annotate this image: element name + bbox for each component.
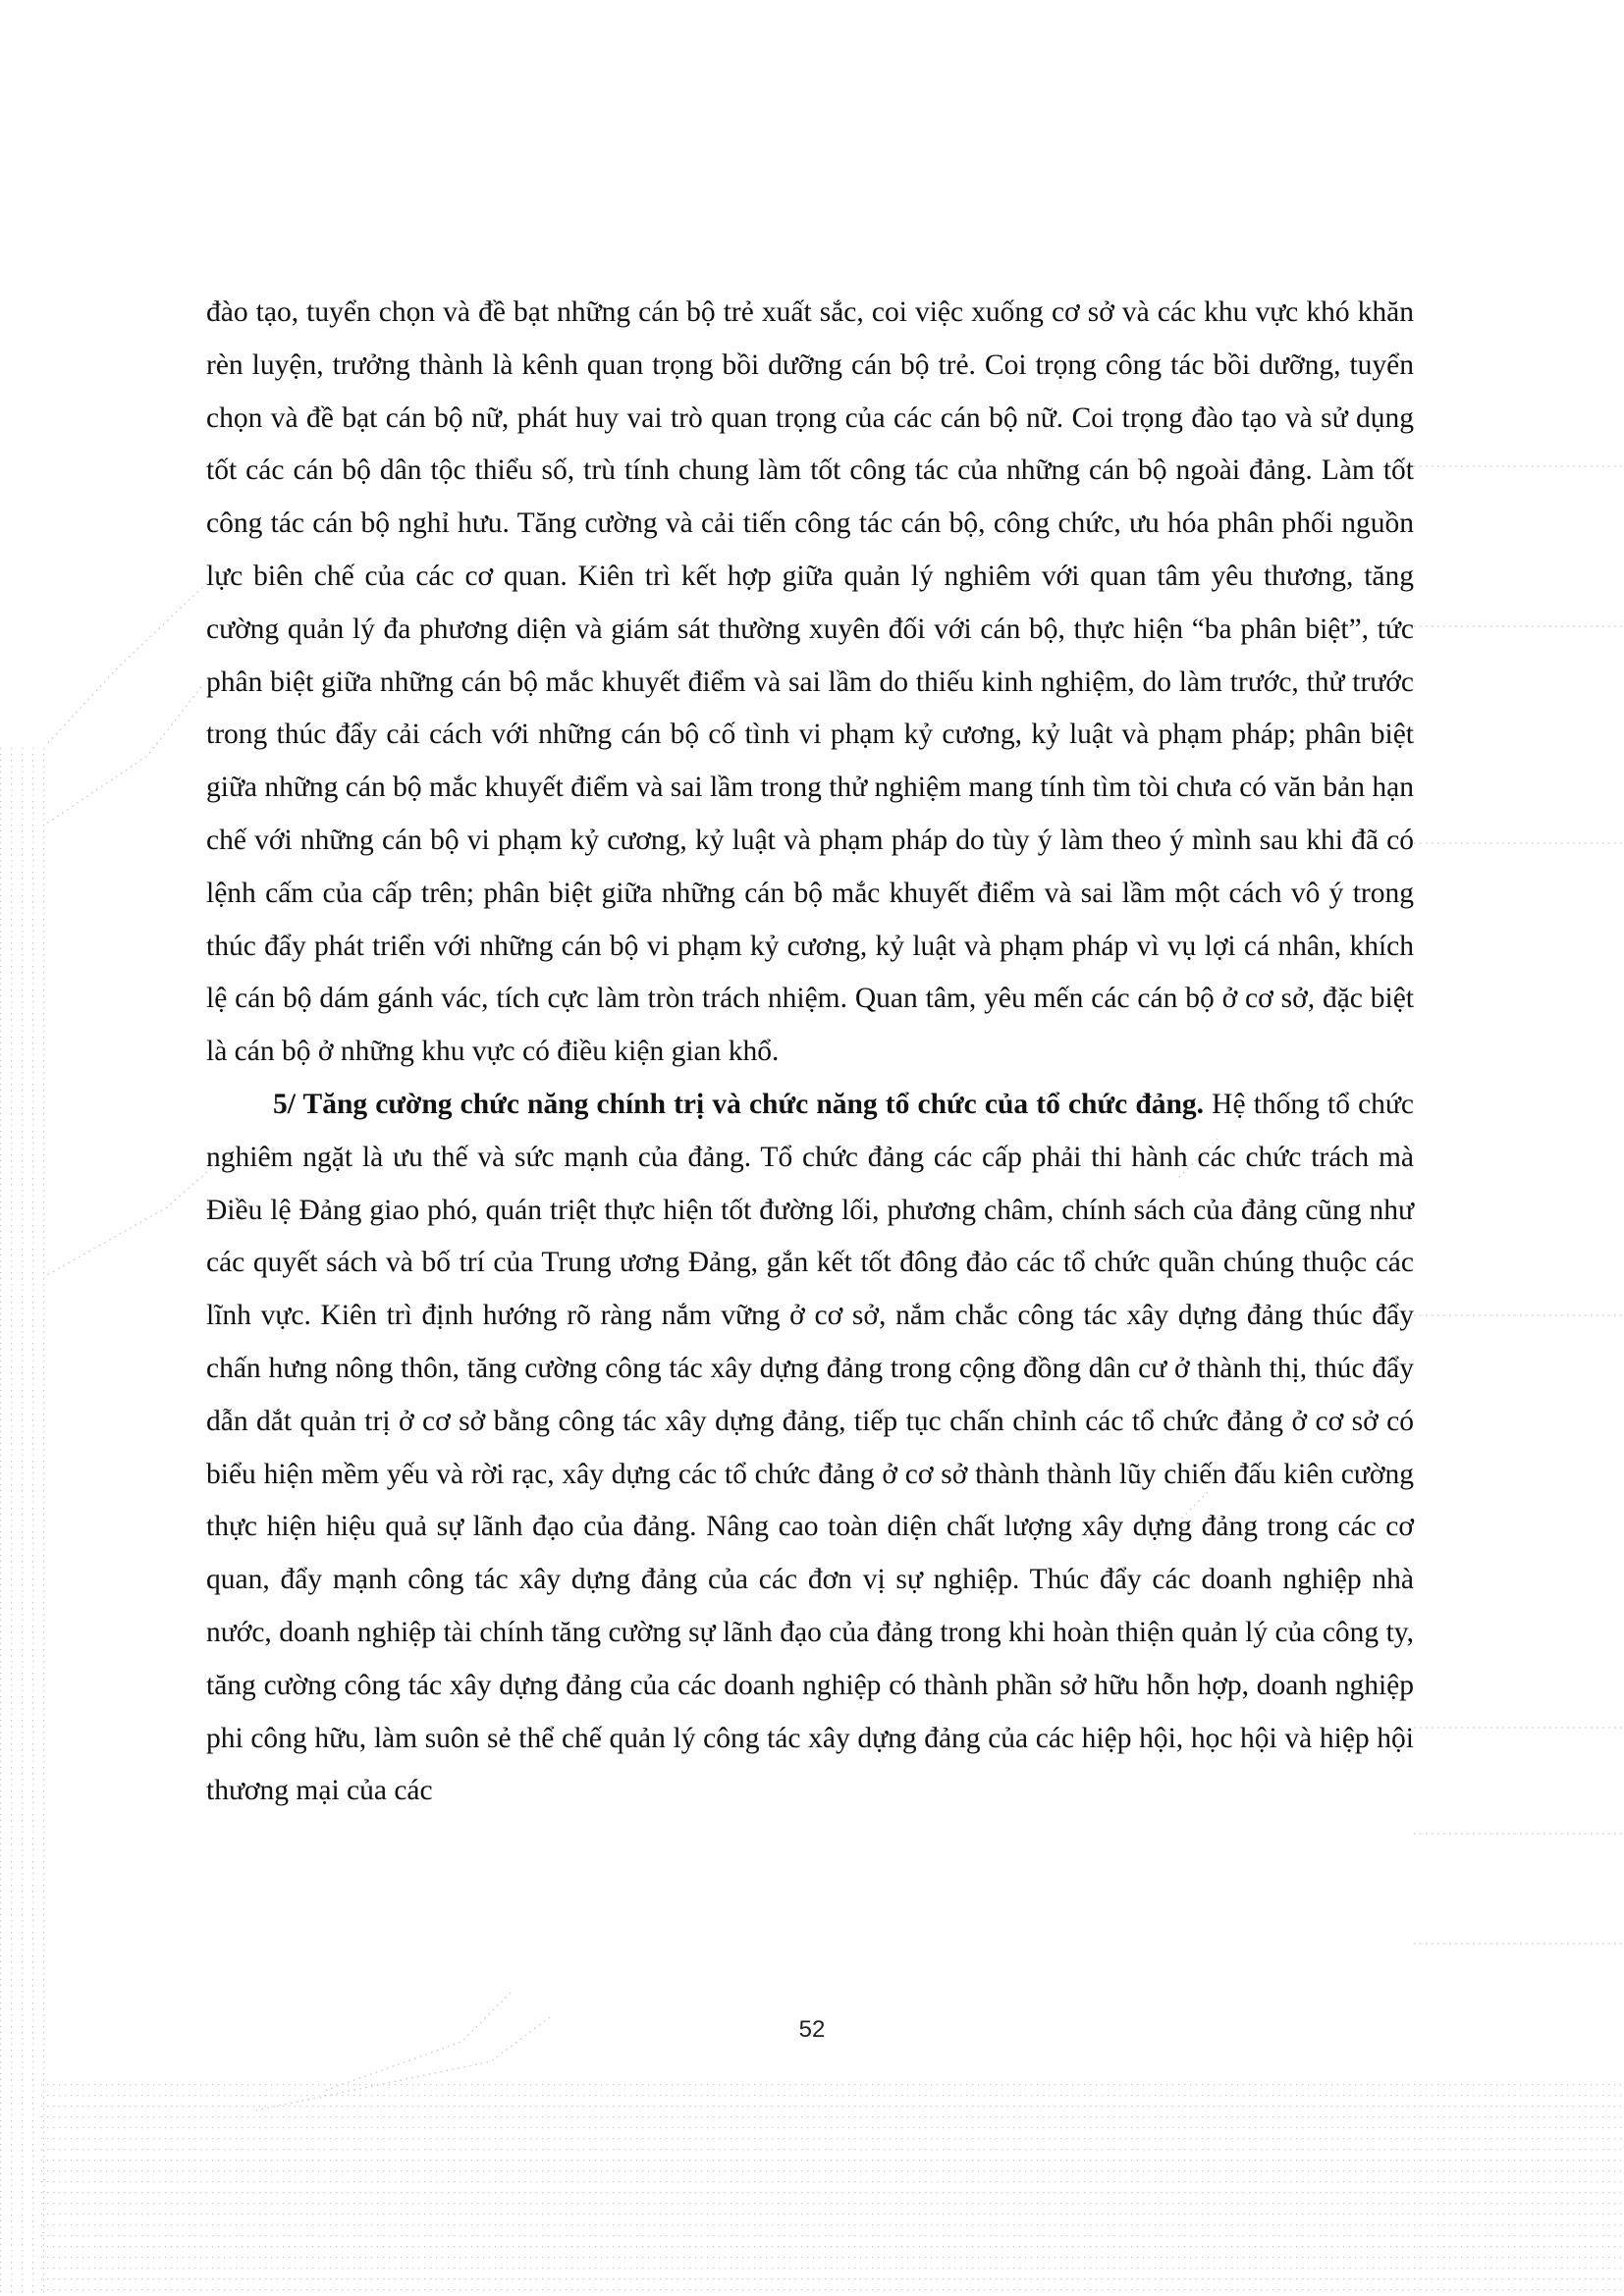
- document-body: [206, 287, 1414, 1818]
- section-heading: 5/ Tăng cường chức năng chính trị và chức năng tổ chức của tổ chức đảng.: [273, 1088, 1205, 1120]
- paragraph-text: Hệ thống tổ chức nghiêm ngặt là ưu thế và sức mạnh của đảng. Tổ chức đảng các cấp phải thi hành các chức trách mà Điều lệ Đảng giao phó, quán triệt thực hiện tốt đường lối, phương châm, chính sách của đảng cũng như các quyết sách và bố trí của Trung ương Đảng, gắn kết tốt đông đảo các tổ chức quần chúng thuộc các lĩnh vực. Kiên trì định hướng rõ ràng nắm vững ở cơ sở, nắm chắc công tác xây dựng đảng thúc đẩy chấn hưng nông thôn, tăng cường công tác xây dựng đảng trong cộng đồng dân cư ở thành thị, thúc đẩy dẫn dắt quản trị ở cơ sở bằng công tác xây dựng đảng, tiếp tục chấn chỉnh các tổ chức đảng ở cơ sở có biểu hiện mềm yếu và rời rạc, xây dựng các tổ chức đảng ở cơ sở thành thành lũy chiến đấu kiên cường thực hiện hiệu quả sự lãnh đạo của đảng. Nâng cao toàn diện chất lượng xây dựng đảng trong các cơ quan, đẩy mạnh công tác xây dựng đảng của các đơn vị sự nghiệp. Thúc đẩy các doanh nghiệp nhà nước, doanh nghiệp tài chính tăng cường sự lãnh đạo của đảng trong khi hoàn thiện quản lý của công ty, tăng cường công tác xây dựng đảng của các doanh nghiệp có thành phần sở hữu hỗn hợp, doanh nghiệp phi công hữu, làm suôn sẻ thể chế quản lý công tác xây dựng đảng của các hiệp hội, học hội và hiệp hội thương mại của các: [206, 1088, 1414, 1807]
- paragraph-cadre-work: [206, 287, 1414, 1079]
- paragraph-text: đào tạo, tuyển chọn và đề bạt những cán bộ trẻ xuất sắc, coi việc xuống cơ sở và các khu vực khó khăn rèn luyện, trưởng thành là kênh quan trọng bồi dưỡng cán bộ trẻ. Coi trọng công tác bồi dưỡng, tuyển chọn và đề bạt cán bộ nữ, phát huy vai trò quan trọng của các cán bộ nữ. Coi trọng đào tạo và sử dụng tốt các cán bộ dân tộc thiểu số, trù tính chung làm tốt công tác của những cán bộ ngoài đảng. Làm tốt công tác cán bộ nghỉ hưu. Tăng cường và cải tiến công tác cán bộ, công chức, ưu hóa phân phối nguồn lực biên chế của các cơ quan. Kiên trì kết hợp giữa quản lý nghiêm với quan tâm yêu thương, tăng cường quản lý đa phương diện và giám sát thường xuyên đối với cán bộ, thực hiện “ba phân biệt”, tức phân biệt giữa những cán bộ mắc khuyết điểm và sai lầm do thiếu kinh nghiệm, do làm trước, thử trước trong thúc đẩy cải cách với những cán bộ cố tình vi phạm kỷ cương, kỷ luật và phạm pháp; phân biệt giữa những cán bộ mắc khuyết điểm và sai lầm trong thử nghiệm mang tính tìm tòi chưa có văn bản hạn chế với những cán bộ vi phạm kỷ cương, kỷ luật và phạm pháp do tùy ý làm theo ý mình sau khi đã có lệnh cấm của cấp trên; phân biệt giữa những cán bộ mắc khuyết điểm và sai lầm một cách vô ý trong thúc đẩy phát triển với những cán bộ vi phạm kỷ cương, kỷ luật và phạm pháp vì vụ lợi cá nhân, khích lệ cán bộ dám gánh vác, tích cực làm tròn trách nhiệm. Quan tâm, yêu mến các cán bộ ở cơ sở, đặc biệt là cán bộ ở những khu vực có điều kiện gian khổ.: [206, 296, 1414, 1068]
- page-number: 52: [798, 2016, 826, 2043]
- paragraph-party-organization: [206, 1079, 1414, 1818]
